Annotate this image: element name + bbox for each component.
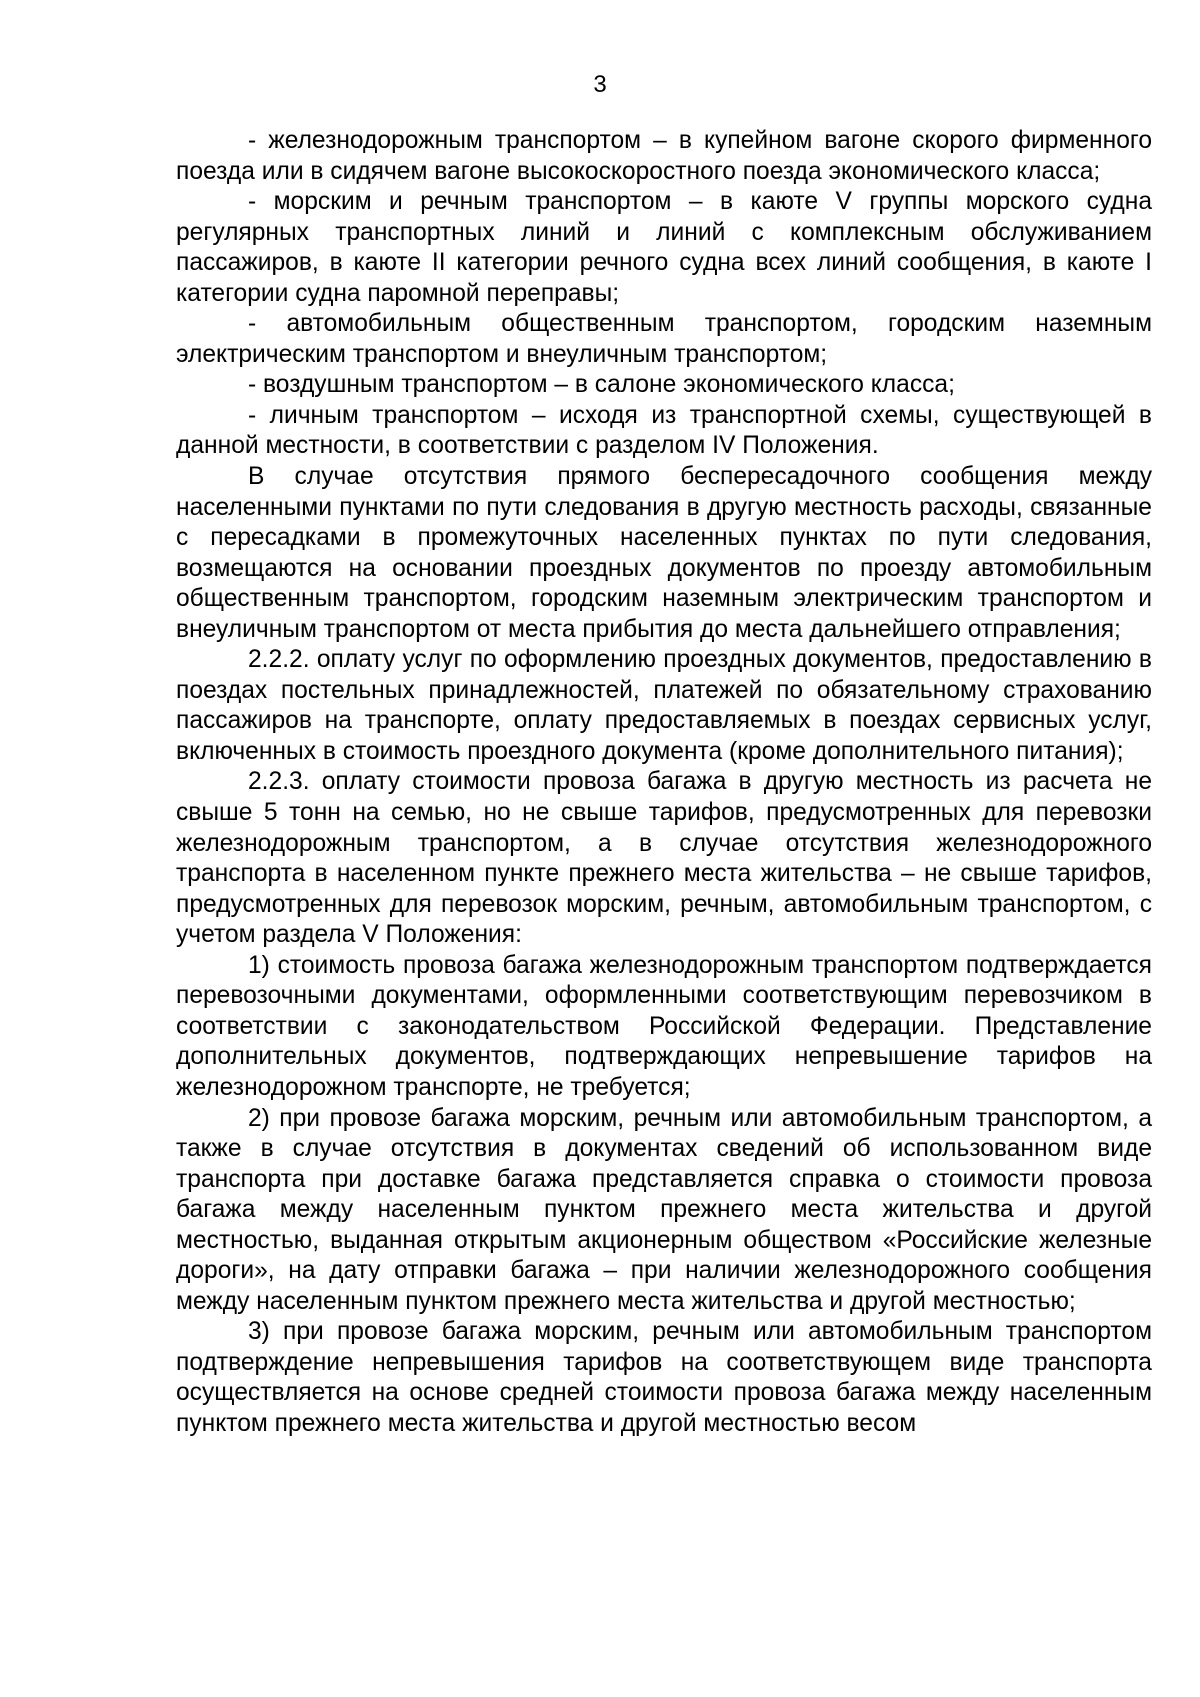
paragraph-item-3: 3) при провозе багажа морским, речным или автомобильным транспортом подтверждение непревышения тарифов на соответствующем виде транспорта осуществляется на основе средней стоимости провоза багажа между населенным пунктом прежнего места жительства и другой местностью весом (176, 1318, 1152, 1437)
page-number: 3 (593, 71, 607, 98)
paragraph-air-transport: - воздушным транспортом – в салоне экономического класса; (248, 371, 955, 399)
paragraph-personal-transport: - личным транспортом – исходя из транспортной схемы, существующей в данной местности, в соответствии с разделом IV Положения. (176, 401, 1152, 460)
paragraph-road-transport: - автомобильным общественным транспортом, городским наземным электрическим транспортом и внеуличным транспортом; (176, 310, 1152, 368)
document-body (176, 126, 1152, 1440)
paragraph-no-direct-connection: В случае отсутствия прямого беспересадочного сообщения между населенными пунктами по пути следования в другую местность расходы, связанные с пересадками в промежуточных населенных пунктах по пути следования, возмещаются на основании проездных документов по проезду автомобильным общественным транспортом, городским наземным электрическим транспортом и внеуличным транспортом от места прибытия до места дальнейшего отправления; (176, 463, 1152, 643)
paragraph-item-2: 2) при провозе багажа морским, речным или автомобильным транспортом, а также в случае отсутствия в документах сведений об использованном виде транспорта при доставке багажа представляется справка о стоимости провоза багажа между населенным пунктом прежнего места жительства и другой местностью, выданная открытым акционерным обществом «Российские железные дороги», на дату отправки багажа – при наличии железнодорожного сообщения между населенным пунктом прежнего места жительства и другой местностью; (176, 1104, 1152, 1315)
paragraph-2-2-3: 2.2.3. оплату стоимости провоза багажа в другую местность из расчета не свыше 5 тонн на семью, но не свыше тарифов, предусмотренных для перевозки железнодорожным транспортом, а в случае отсутствия железнодорожного транспорта в населенном пункте прежнего места жительства – не свыше тарифов, предусмотренных для перевозок морским, речным, автомобильным транспортом, с учетом раздела V Положения: (176, 768, 1152, 949)
paragraph-item-1: 1) стоимость провоза багажа железнодорожным транспортом подтверждается перевозочными документами, оформленными соответствующим перевозчиком в соответствии с законодательством Российской Федерации. Представление дополнительных документов, подтверждающих непревышение тарифов на железнодорожном транспорте, не требуется; (176, 951, 1152, 1101)
paragraph-sea-river-transport: - морским и речным транспортом – в каюте V группы морского судна регулярных транспортных линий и линий с комплексным обслуживанием пассажиров, в каюте II категории речного судна всех линий сообщения, в каюте I категории судна паромной переправы; (176, 188, 1152, 307)
paragraph-rail-transport: - железнодорожным транспортом – в купейном вагоне скорого фирменного поезда или в сидячем вагоне высокоскоростного поезда экономического класса; (176, 127, 1152, 185)
paragraph-2-2-2: 2.2.2. оплату услуг по оформлению проездных документов, предоставлению в поездах постельных принадлежностей, платежей по обязательному страхованию пассажиров на транспорте, оплату предоставляемых в поездах сервисных услуг, включенных в стоимость проездного документа (кроме дополнительного питания); (176, 646, 1152, 765)
